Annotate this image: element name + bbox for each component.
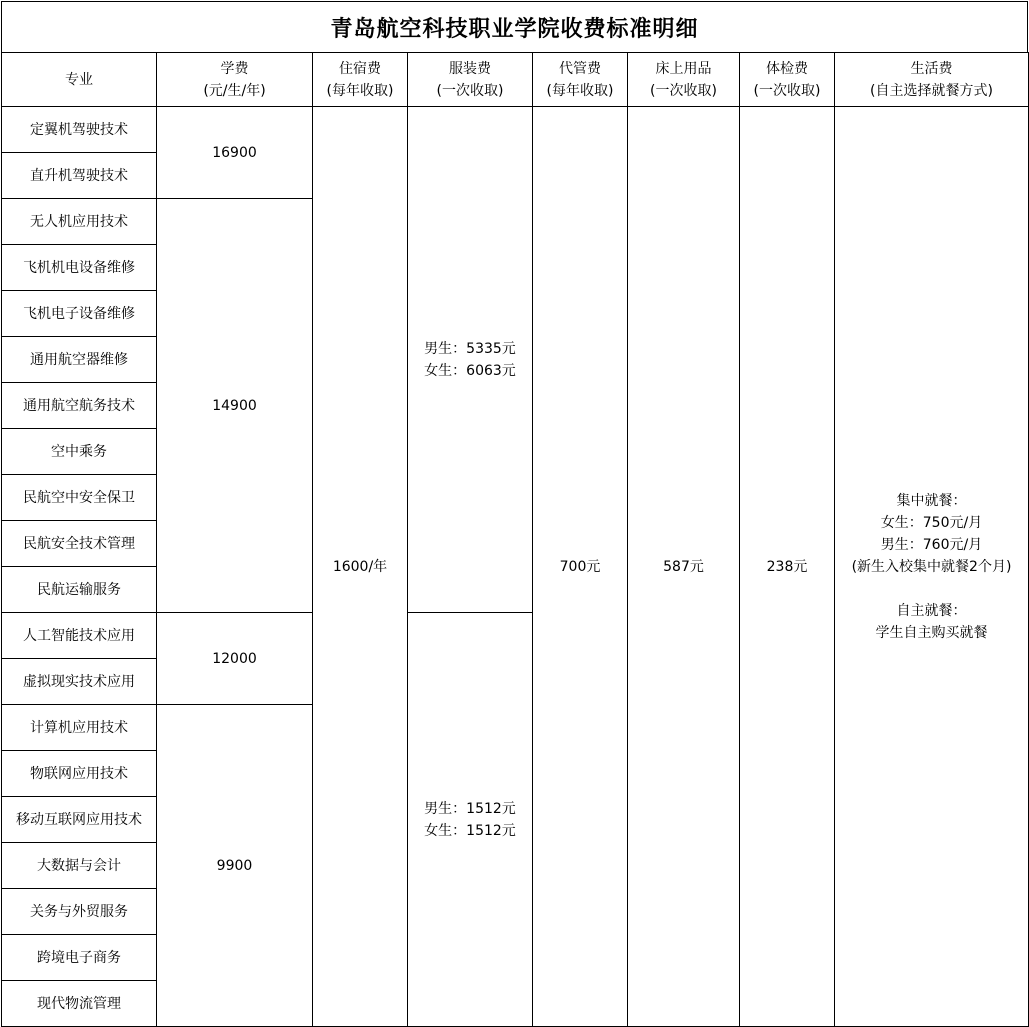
fee-table	[1, 52, 1029, 1027]
major-cell: 跨境电子商务	[2, 935, 157, 981]
table-row	[2, 107, 1029, 153]
header-living: 生活费 (自主选择就餐方式)	[835, 53, 1029, 107]
custody-cell: 700元	[533, 107, 628, 1027]
header-exam: 体检费 (一次收取)	[740, 53, 835, 107]
uniform-cell: 男生：1512元 女生：1512元	[408, 613, 533, 1027]
tuition-cell: 14900	[157, 199, 313, 613]
major-cell: 虚拟现实技术应用	[2, 659, 157, 705]
header-bedding: 床上用品 (一次收取)	[628, 53, 740, 107]
major-cell: 无人机应用技术	[2, 199, 157, 245]
uniform-cell: 男生：5335元 女生：6063元	[408, 107, 533, 613]
major-cell: 移动互联网应用技术	[2, 797, 157, 843]
major-cell: 通用航空器维修	[2, 337, 157, 383]
header-row	[2, 53, 1029, 107]
exam-cell: 238元	[740, 107, 835, 1027]
header-tuition: 学费 (元/生/年)	[157, 53, 313, 107]
major-cell: 定翼机驾驶技术	[2, 107, 157, 153]
major-cell: 现代物流管理	[2, 981, 157, 1027]
page-title: 青岛航空科技职业学院收费标准明细	[1, 1, 1028, 52]
living-cell: 集中就餐： 女生：750元/月 男生：760元/月 (新生入校集中就餐2个月) 自主就餐： 学生自主购买就餐	[835, 107, 1029, 1027]
tuition-cell: 9900	[157, 705, 313, 1027]
major-cell: 人工智能技术应用	[2, 613, 157, 659]
major-cell: 民航运输服务	[2, 567, 157, 613]
header-custody: 代管费 (每年收取)	[533, 53, 628, 107]
major-cell: 民航安全技术管理	[2, 521, 157, 567]
header-uniform: 服装费 (一次收取)	[408, 53, 533, 107]
major-cell: 计算机应用技术	[2, 705, 157, 751]
header-lodging: 住宿费 (每年收取)	[313, 53, 408, 107]
bedding-cell: 587元	[628, 107, 740, 1027]
major-cell: 大数据与会计	[2, 843, 157, 889]
major-cell: 空中乘务	[2, 429, 157, 475]
tuition-cell: 16900	[157, 107, 313, 199]
tuition-cell: 12000	[157, 613, 313, 705]
major-cell: 通用航空航务技术	[2, 383, 157, 429]
major-cell: 飞机机电设备维修	[2, 245, 157, 291]
lodging-cell: 1600/年	[313, 107, 408, 1027]
major-cell: 关务与外贸服务	[2, 889, 157, 935]
header-major: 专业	[2, 53, 157, 107]
major-cell: 民航空中安全保卫	[2, 475, 157, 521]
major-cell: 飞机电子设备维修	[2, 291, 157, 337]
major-cell: 直升机驾驶技术	[2, 153, 157, 199]
major-cell: 物联网应用技术	[2, 751, 157, 797]
